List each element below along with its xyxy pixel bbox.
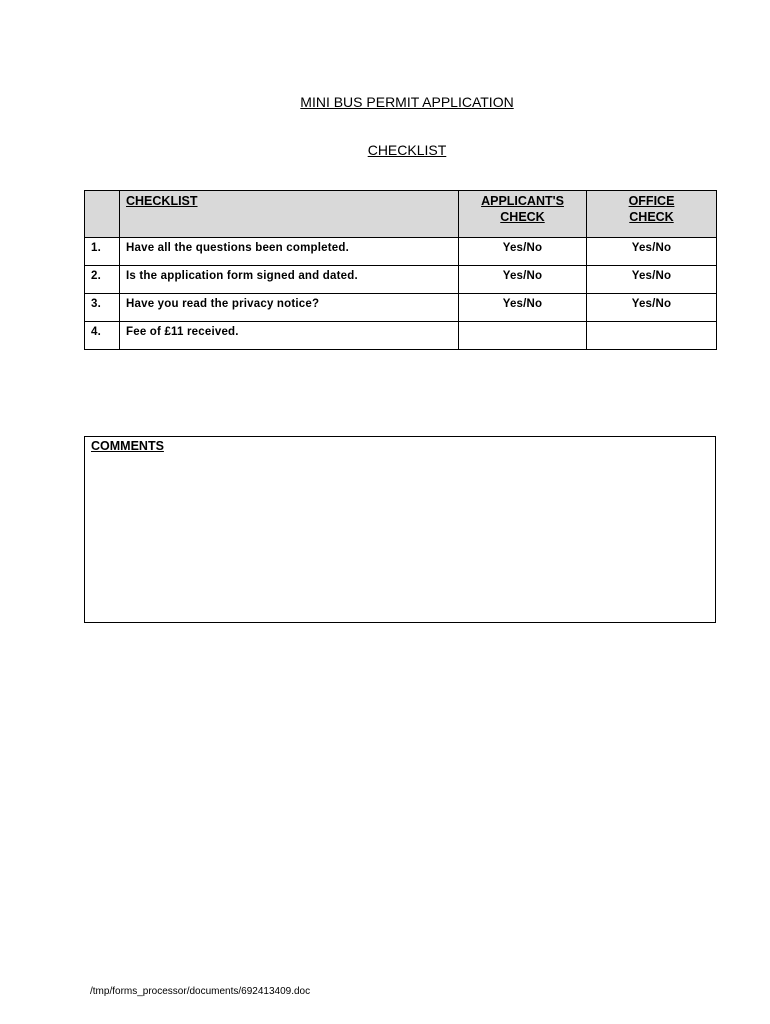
row-applicant-check-cell[interactable] [459,238,587,266]
checklist-row [85,238,717,266]
row-question-cell [120,322,459,350]
row-office-check-cell[interactable] [587,294,717,322]
row-question-cell [120,238,459,266]
row-number-cell [85,266,120,294]
row-number: 4. [91,326,101,338]
row-question: Is the application form signed and dated. [126,270,358,282]
checklist-row [85,294,717,322]
row-office-answer: Yes/No [631,270,672,282]
row-number: 3. [91,298,101,310]
row-office-answer [587,322,716,325]
row-question: Have you read the privacy notice? [126,298,320,310]
footer-file-path: /tmp/forms_processor/documents/692413409.doc [90,986,311,997]
header-checklist-label: CHECKLIST [126,194,198,208]
row-applicant-answer: Yes/No [502,270,543,282]
row-number-cell [85,238,120,266]
header-office-check-cell [587,191,717,238]
row-number-cell [85,322,120,350]
comments-box[interactable] [84,436,716,623]
row-office-check-cell[interactable] [587,266,717,294]
row-office-check-cell[interactable] [587,322,717,350]
header-checklist-cell [120,191,459,238]
checklist-table [84,190,717,350]
checklist-row [85,322,717,350]
comments-label: COMMENTS [91,439,164,453]
row-applicant-check-cell[interactable] [459,294,587,322]
checklist-row [85,266,717,294]
row-question-cell [120,266,459,294]
row-number: 2. [91,270,101,282]
row-number-cell [85,294,120,322]
row-applicant-answer: Yes/No [502,298,543,310]
checklist-header-row [85,191,717,238]
header-applicant-check-cell [459,191,587,238]
row-applicant-check-cell[interactable] [459,322,587,350]
header-applicant-check-label: APPLICANT'S CHECK [481,194,564,224]
row-applicant-check-cell[interactable] [459,266,587,294]
row-office-answer: Yes/No [631,242,672,254]
row-question: Have all the questions been completed. [126,242,349,254]
row-applicant-answer [459,322,586,325]
document-title: MINI BUS PERMIT APPLICATION [300,94,514,110]
row-applicant-answer: Yes/No [502,242,543,254]
row-office-answer: Yes/No [631,298,672,310]
row-question-cell [120,294,459,322]
header-office-check-label: OFFICE CHECK [628,194,675,224]
header-number-cell [85,191,120,238]
row-number: 1. [91,242,101,254]
row-question: Fee of £11 received. [126,326,239,338]
row-office-check-cell[interactable] [587,238,717,266]
document-subtitle: CHECKLIST [367,142,447,158]
